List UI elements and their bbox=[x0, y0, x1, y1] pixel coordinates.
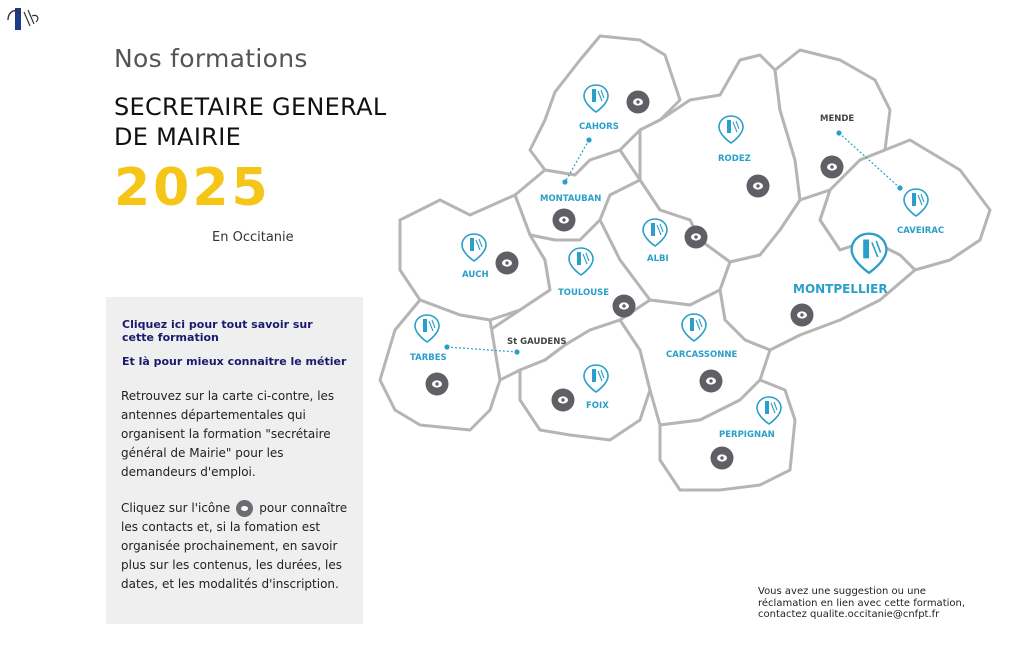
feedback-line-2: réclamation en lien avec cette formation, bbox=[758, 597, 966, 609]
page-subtitle: Nos formations bbox=[114, 44, 308, 73]
instructions-before: Cliquez sur l'icône bbox=[121, 501, 231, 515]
city-albi: ALBI bbox=[647, 254, 669, 264]
city-foix: FOIX bbox=[586, 401, 609, 411]
formation-link[interactable]: Cliquez ici pour tout savoir sur cette formation bbox=[122, 318, 313, 344]
city-st-gaudens: St GAUDENS bbox=[507, 337, 567, 347]
region-label: En Occitanie bbox=[212, 230, 294, 245]
city-perpignan: PERPIGNAN bbox=[719, 430, 775, 440]
city-carcassonne: CARCASSONNE bbox=[666, 350, 738, 360]
city-tarbes: TARBES bbox=[410, 353, 447, 363]
city-rodez: RODEZ bbox=[718, 154, 751, 164]
feedback-line-1: Vous avez une suggestion ou une bbox=[758, 586, 926, 597]
city-toulouse: TOULOUSE bbox=[558, 288, 610, 298]
city-auch: AUCH bbox=[462, 270, 489, 280]
city-montauban: MONTAUBAN bbox=[540, 194, 602, 204]
title-line-1: SECRETAIRE GENERAL bbox=[114, 93, 387, 121]
intro-paragraph: Retrouvez sur la carte ci-contre, les antennes départementales qui organisent la formation "secrétaire général de Mairie" pour les demandeurs d'emploi. bbox=[121, 389, 335, 479]
feedback-line-3: contactez qualite.occitanie@cnfpt.fr bbox=[758, 609, 940, 620]
instructions-after: pour connaître les contacts et, si la fomation est organisée prochainement, en savoir plus sur les contenus, les durées, les dates, et les modalités d'inscription. bbox=[121, 501, 348, 591]
metier-link[interactable]: Et là pour mieux connaitre le métier bbox=[122, 355, 347, 368]
eye-icon[interactable] bbox=[747, 175, 770, 198]
eye-icon[interactable] bbox=[821, 156, 844, 179]
city-cahors: CAHORS bbox=[579, 122, 619, 132]
eye-icon[interactable] bbox=[711, 447, 734, 470]
eye-icon[interactable] bbox=[426, 373, 449, 396]
eye-icon[interactable] bbox=[700, 370, 723, 393]
city-caveirac: CAVEIRAC bbox=[897, 226, 945, 236]
year-heading: 2025 bbox=[114, 158, 271, 218]
eye-icon[interactable] bbox=[496, 252, 519, 275]
eye-icon[interactable] bbox=[613, 295, 636, 318]
city-mende: MENDE bbox=[820, 114, 855, 124]
eye-icon[interactable] bbox=[627, 91, 650, 114]
title-line-2: DE MAIRIE bbox=[114, 123, 242, 151]
city-montpellier: MONTPELLIER bbox=[793, 282, 888, 296]
eye-icon[interactable] bbox=[791, 304, 814, 327]
departments-outline bbox=[380, 36, 990, 490]
eye-icon[interactable] bbox=[685, 226, 708, 249]
eye-icon[interactable] bbox=[553, 209, 576, 232]
eye-icon[interactable] bbox=[552, 389, 575, 412]
